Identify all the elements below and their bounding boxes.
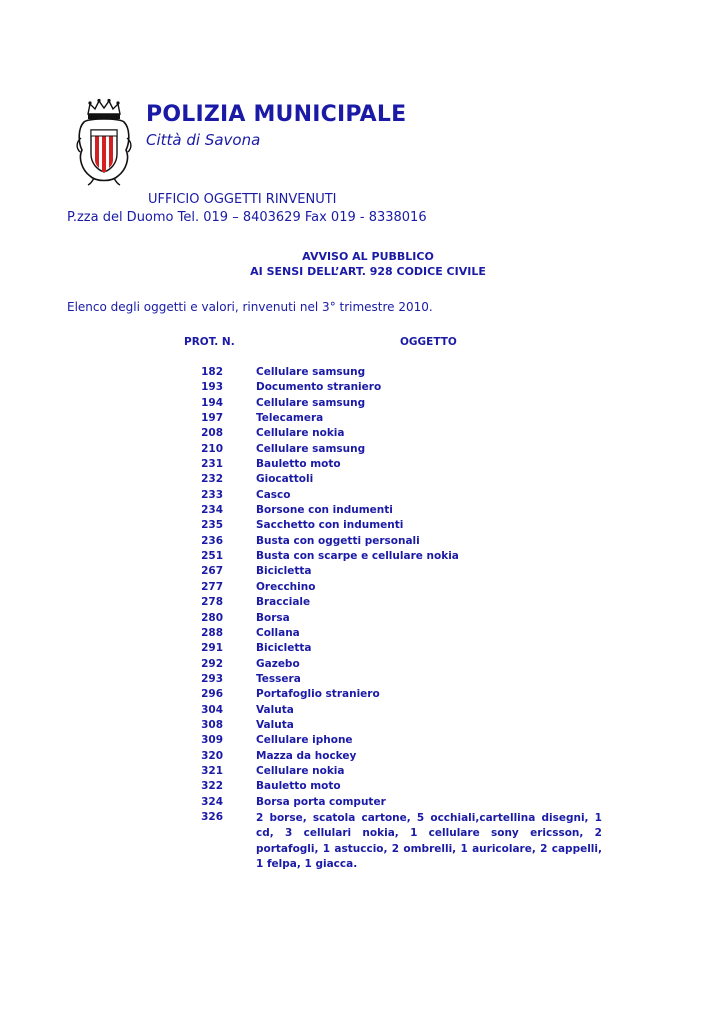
list-item [0, 443, 724, 458]
item-prot-number: 308 [201, 718, 223, 731]
item-object: Borsa [256, 611, 290, 624]
list-item [0, 535, 724, 550]
item-prot-number: 208 [201, 427, 223, 440]
items-list [0, 366, 724, 870]
item-object: Cellulare samsung [256, 366, 366, 378]
item-prot-number: 322 [201, 780, 223, 793]
item-prot-number: 288 [201, 626, 223, 639]
item-prot-number: 193 [201, 381, 223, 394]
savona-coat-of-arms-icon [76, 98, 132, 186]
list-item [0, 458, 724, 473]
item-object: Borsone con indumenti [256, 504, 393, 517]
item-prot-number: 320 [201, 749, 223, 762]
list-item [0, 489, 724, 504]
item-prot-number: 233 [201, 488, 223, 501]
item-object: Tessera [256, 672, 301, 685]
item-object: Casco [256, 488, 291, 501]
item-object: Portafoglio straniero [256, 688, 380, 701]
item-object: Bicicletta [256, 565, 312, 578]
list-item [0, 519, 724, 534]
item-object: Bracciale [256, 596, 311, 609]
list-item [0, 381, 724, 396]
item-object: Valuta [256, 718, 294, 731]
item-object: Valuta [256, 703, 294, 716]
list-item [0, 734, 724, 749]
list-item [0, 473, 724, 488]
list-item [0, 642, 724, 657]
item-prot-number: 251 [201, 550, 223, 563]
item-prot-number: 292 [201, 657, 223, 670]
item-object: Bauletto moto [256, 780, 341, 793]
item-object: Cellulare samsung [256, 442, 366, 455]
item-object: Telecamera [256, 412, 324, 425]
item-prot-number: 234 [201, 504, 223, 517]
list-item [0, 550, 724, 565]
item-prot-number: 236 [201, 534, 223, 547]
list-item [0, 565, 724, 580]
list-item [0, 581, 724, 596]
list-item [0, 627, 724, 642]
item-object: 2 borse, scatola cartone, 5 occhiali,cartellina disegni, 1 cd, 3 cellulari nokia, 1 cellulare sony ericsson, 2 portafogli, 1 astuccio, 2 ombrelli, 1 auricolare, 2 cappelli, 1 felpa, 1 giacca. [256, 811, 602, 870]
item-prot-number: 232 [201, 473, 223, 486]
item-object: Orecchino [256, 580, 316, 593]
item-prot-number: 235 [201, 519, 223, 532]
list-item [0, 596, 724, 611]
item-object: Borsa porta computer [256, 795, 386, 808]
item-object: Busta con scarpe e cellulare nokia [256, 550, 459, 563]
item-prot-number: 280 [201, 611, 223, 624]
item-object: Giocattoli [256, 473, 314, 486]
list-item [0, 427, 724, 442]
office-name: UFFICIO OGGETTI RINVENUTI [148, 192, 337, 207]
list-item [0, 658, 724, 673]
item-prot-number: 182 [201, 366, 223, 378]
item-prot-number: 291 [201, 642, 223, 655]
list-item [0, 688, 724, 703]
item-prot-number: 326 [201, 810, 223, 823]
item-object: Documento straniero [256, 381, 382, 394]
column-header-prot: PROT. N. [184, 336, 235, 348]
office-address: P.zza del Duomo Tel. 019 – 8403629 Fax 019 - 8338016 [67, 210, 427, 225]
list-item [0, 780, 724, 795]
item-prot-number: 296 [201, 688, 223, 701]
item-object: Bauletto moto [256, 458, 341, 471]
item-prot-number: 277 [201, 580, 223, 593]
item-prot-number: 210 [201, 442, 223, 455]
intro-text: Elenco degli oggetti e valori, rinvenuti nel 3° trimestre 2010. [67, 300, 433, 314]
notice-heading: AVVISO AL PUBBLICO [302, 250, 434, 263]
list-item [0, 750, 724, 765]
item-object: Sacchetto con indumenti [256, 519, 404, 532]
item-prot-number: 267 [201, 565, 223, 578]
item-object: Bicicletta [256, 642, 312, 655]
item-prot-number: 293 [201, 672, 223, 685]
item-prot-number: 309 [201, 734, 223, 747]
item-prot-number: 304 [201, 703, 223, 716]
notice-subheading: AI SENSI DELL’ART. 928 CODICE CIVILE [250, 265, 486, 278]
column-header-object: OGGETTO [400, 336, 457, 348]
list-item [0, 366, 724, 381]
item-object: Cellulare nokia [256, 427, 345, 440]
item-prot-number: 194 [201, 396, 223, 409]
list-item [0, 810, 724, 870]
list-item [0, 397, 724, 412]
list-item [0, 765, 724, 780]
item-object: Mazza da hockey [256, 749, 357, 762]
item-prot-number: 231 [201, 458, 223, 471]
list-item [0, 719, 724, 734]
item-object: Cellulare iphone [256, 734, 353, 747]
page-subtitle: Città di Savona [146, 131, 261, 149]
item-object: Busta con oggetti personali [256, 534, 420, 547]
list-item [0, 704, 724, 719]
item-object: Cellulare samsung [256, 396, 366, 409]
list-item [0, 504, 724, 519]
item-prot-number: 278 [201, 596, 223, 609]
list-item [0, 673, 724, 688]
page-title: POLIZIA MUNICIPALE [146, 102, 407, 127]
item-object: Gazebo [256, 657, 300, 670]
list-item [0, 412, 724, 427]
item-prot-number: 197 [201, 412, 223, 425]
list-item [0, 612, 724, 627]
item-prot-number: 324 [201, 795, 223, 808]
item-object: Collana [256, 626, 300, 639]
list-item [0, 796, 724, 811]
item-prot-number: 321 [201, 764, 223, 777]
item-object: Cellulare nokia [256, 764, 345, 777]
